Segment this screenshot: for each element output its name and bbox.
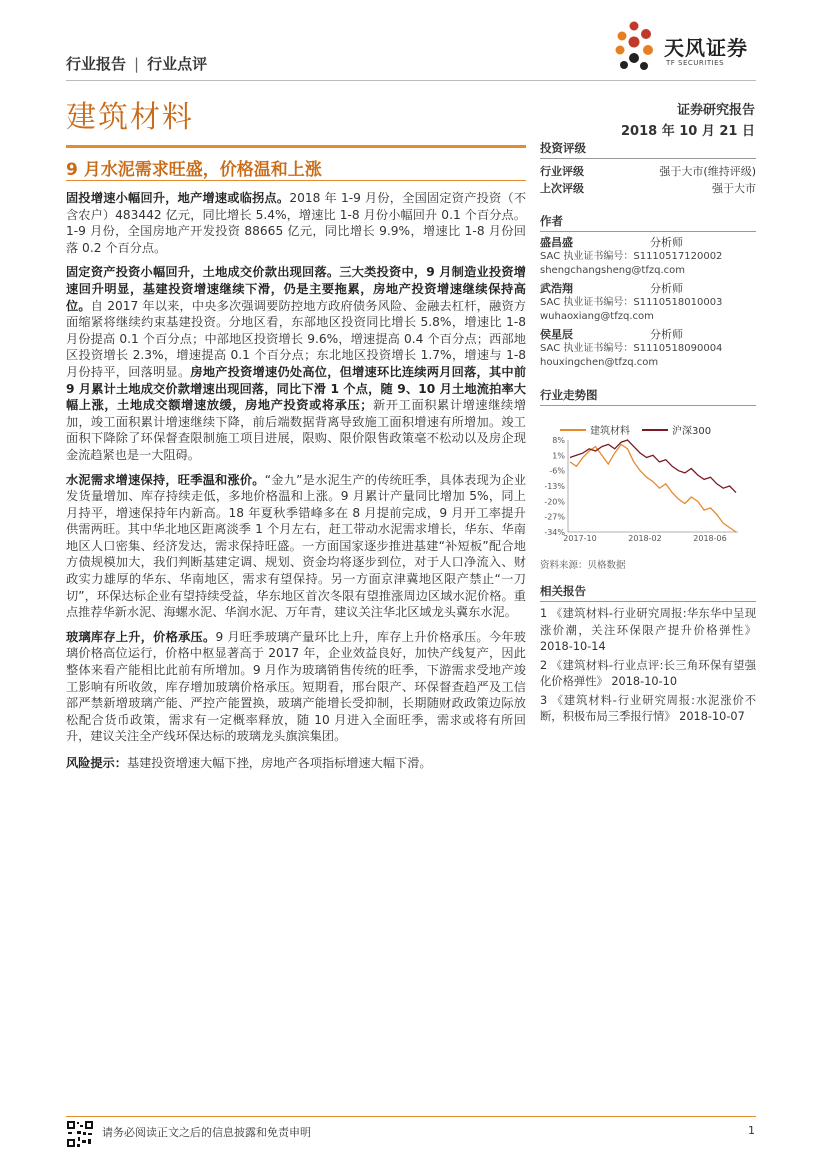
headline-rule bbox=[66, 180, 526, 181]
y-tick-label: -34% bbox=[544, 528, 565, 537]
legend-label: 沪深300 bbox=[672, 426, 712, 437]
related-list bbox=[540, 606, 756, 726]
series-line bbox=[570, 440, 736, 493]
x-tick-label: 2017-10 bbox=[563, 534, 597, 543]
paragraph-lead: 固定资产投资小幅回升，土地成交价款出现回落。三大类投资中，9 月制造业投资增速回升明显，基建投资增速继续下滑，仍是主要拖累，房地产投资增速继续保持高位。 bbox=[66, 265, 526, 313]
logo-subtext: TF SECURITIES bbox=[666, 59, 725, 67]
rating-title: 投资评级 bbox=[540, 140, 756, 159]
author-sac: SAC 执业证书编号：S1110518090004 bbox=[540, 343, 723, 354]
header-rule bbox=[66, 80, 756, 81]
author-name: 盛昌盛 bbox=[540, 236, 573, 249]
paragraph-body: “金九”是水泥生产的传统旺季，具体表现为企业发货量增加、库存持续走低，多地价格温和上涨。9 月累计产量同比增加 5%，同上月持平，增速保持年内新高。18 年夏秋季错峰多在 8 月提前完成，9 月开工率提升供需两旺。其中华北地区距离淡季 1 个月左右，赶工带动水泥需求增长，华东、华南地区人口密集、经济发达，需求保持旺盛。一方面国家逐步推进基建“补短板”配合地方债规模加大，我们判断基建定调、规划、资金均将逐步到位，对于人口净流入、财政实力雄厚的华东、华南地区，需求有望保持。另一方面京津冀地区限产禁止“一刀切”，环保达标企业有望持续受益，华东地区首次冬限有望推涨周边区域水泥价格。重点推荐华新水泥、海螺水泥、华润水泥、万年青，建议关注华北区域龙头冀东水泥。 bbox=[66, 472, 526, 620]
sector-title: 建筑材料 bbox=[66, 100, 194, 135]
trend-chart bbox=[540, 400, 756, 552]
author-name: 武浩翔 bbox=[540, 282, 573, 295]
y-tick-label: -13% bbox=[544, 482, 565, 491]
paragraph-investment bbox=[66, 190, 526, 256]
rating-prev-row bbox=[540, 180, 756, 197]
related-item[interactable]: 2 《建筑材料-行业点评:长三角环保有望强化价格弹性》 2018-10-10 bbox=[540, 658, 756, 688]
category-separator: | bbox=[134, 55, 140, 73]
paragraph-body: 9 月旺季玻璃产量环比上升，库存上升价格承压。今年玻璃价格高位运行，价格中枢显著高于 2017 年，企业效益良好，加快产线复产，因此整体来看产能相比此前有所增加。9 月作为玻璃销售传统的旺季，下游需求受地产竣工影响有所收敛，库存增加玻璃价格承压。短期看，邢台限产、环保督查趋严及工信部严禁新增玻璃产能、严控产能置换，玻璃产能增长受抑制，长期随财政政策边际放松配合货币政策，需求有一定概率释放，随 10 月进入全面旺季，需求或将有所回升，建议关注全产线环保达标的玻璃龙头旗滨集团。 bbox=[66, 629, 526, 744]
paragraph-lead-2: 房地产投资增速仍处高位，但增速环比连续两月回落，其中前 9 月累计土地成交价款增速出现回落，同比下滑 1 个点，随 9、10 月土地流拍率大幅上涨，土地成交额增速放缓，房地产投资或将承压； bbox=[66, 364, 527, 413]
paragraph-lead: 固投增速小幅回升，地产增速或临拐点。 bbox=[66, 191, 290, 205]
main-content bbox=[66, 190, 526, 780]
authors-title: 作者 bbox=[540, 213, 756, 232]
author-email[interactable]: houxingchen@tfzq.com bbox=[540, 357, 659, 368]
author-name: 侯星辰 bbox=[540, 328, 573, 341]
legend-label: 建筑材料 bbox=[590, 426, 630, 437]
logo-mark-icon bbox=[612, 20, 662, 75]
category-label: 行业报告 bbox=[66, 55, 127, 73]
page-number: 1 bbox=[748, 1124, 755, 1137]
author-card bbox=[540, 328, 756, 370]
related-title: 相关报告 bbox=[540, 583, 756, 602]
author-role: 分析师 bbox=[650, 236, 683, 249]
company-logo bbox=[612, 20, 762, 75]
paragraph-body: 2018 年 1-9 月份，全国固定资产投资（不含农户）483442 亿元，同比增长 5.4%，增速比 1-8 月份小幅回升 0.1 个百分点。1-9 月份，全国房地产开发投资 88665 亿元，同比增长 9.9%，增速比 1-8 月份回落 0.2 个百分点。 bbox=[66, 191, 527, 255]
headline: 9 月水泥需求旺盛，价格温和上涨 bbox=[66, 160, 322, 180]
y-tick-label: 8% bbox=[552, 436, 565, 445]
related-item[interactable]: 3 《建筑材料-行业研究周报:水泥涨价不断，积极布局三季报行情》 2018-10-07 bbox=[540, 693, 756, 723]
rating-panel bbox=[540, 140, 756, 197]
author-card bbox=[540, 282, 756, 324]
paragraph-lead: 水泥需求增速保持，旺季温和涨价。 bbox=[66, 472, 265, 487]
author-role: 分析师 bbox=[650, 328, 683, 341]
rating-prev-value: 强于大市 bbox=[712, 182, 756, 195]
author-email[interactable]: wuhaoxiang@tfzq.com bbox=[540, 311, 654, 322]
y-tick-label: -6% bbox=[549, 466, 565, 476]
rating-industry-row bbox=[540, 163, 756, 180]
author-card bbox=[540, 236, 756, 278]
report-date: 2018 年 10 月 21 日 bbox=[621, 124, 755, 139]
qr-code-icon bbox=[66, 1120, 94, 1148]
series-line bbox=[570, 444, 736, 532]
paragraph-risk bbox=[66, 755, 526, 772]
rating-prev-label: 上次评级 bbox=[540, 182, 584, 195]
x-tick-label: 2018-02 bbox=[628, 534, 662, 543]
report-type: 证券研究报告 bbox=[676, 103, 755, 118]
rating-industry-label: 行业评级 bbox=[540, 165, 584, 178]
paragraph-cement bbox=[66, 472, 526, 621]
footer-disclaimer[interactable]: 请务必阅读正文之后的信息披露和免责申明 bbox=[102, 1126, 311, 1139]
related-panel bbox=[540, 583, 756, 728]
author-email[interactable]: shengchangsheng@tfzq.com bbox=[540, 265, 685, 276]
chart-source: 资料来源：贝格数据 bbox=[540, 560, 626, 571]
author-sac: SAC 执业证书编号：S1110518010003 bbox=[540, 297, 723, 308]
trend-title: 行业走势图 bbox=[540, 387, 756, 406]
author-role: 分析师 bbox=[650, 282, 683, 295]
rating-industry-value: 强于大市(维持评级) bbox=[659, 165, 756, 178]
paragraph-body-2: 新开工面积累计增速继续增加，竣工面积累计增速继续下降，前后端数据背离导致施工面积增速有所增加。竣工面积下降除了环保督查限制施工项目进展，限购、限价限售政策毫不松动以及房企现金流趋紧也是一大阻碍。 bbox=[66, 398, 527, 462]
footer-rule bbox=[66, 1116, 756, 1117]
y-tick-label: 1% bbox=[552, 451, 565, 461]
paragraph-body: 基建投资增速大幅下挫，房地产各项指标增速大幅下滑。 bbox=[126, 756, 432, 770]
report-category bbox=[66, 53, 207, 74]
x-tick-label: 2018-06 bbox=[693, 534, 727, 543]
trend-chart-svg bbox=[540, 400, 756, 552]
logo-text: 天风证券 bbox=[664, 36, 748, 60]
subcategory-label: 行业点评 bbox=[147, 55, 208, 73]
authors-panel bbox=[540, 213, 756, 370]
paragraph-fixed-assets bbox=[66, 264, 526, 463]
paragraph-body: 自 2017 年以来，中央多次强调要防控地方政府债务风险、金融去杠杆，融资方面缩紧将继续约束基建投资。分地区看，东部地区投资同比增长 5.8%，增速比 1-8 月份提高 0.1 个百分点；中部地区投资增长 9.6%，增速提高 0.4 个百分点；西部地区投资增长 2.3%，增速提高 0.1 个百分点；东北地区投资增长 1.7%，增速与 1-8 月份持平，回落明显。 bbox=[66, 298, 527, 379]
paragraph-glass bbox=[66, 629, 526, 745]
related-item[interactable]: 1 《建筑材料-行业研究周报:华东华中呈现涨价潮，关注环保限产提升价格弹性》 2018-10-14 bbox=[540, 607, 756, 653]
paragraph-lead: 风险提示： bbox=[66, 756, 127, 770]
y-tick-label: -20% bbox=[544, 497, 565, 507]
paragraph-lead: 玻璃库存上升，价格承压。 bbox=[66, 629, 216, 644]
title-rule bbox=[66, 145, 526, 148]
author-sac: SAC 执业证书编号：S1110517120002 bbox=[540, 251, 723, 262]
y-tick-label: -27% bbox=[544, 512, 565, 522]
